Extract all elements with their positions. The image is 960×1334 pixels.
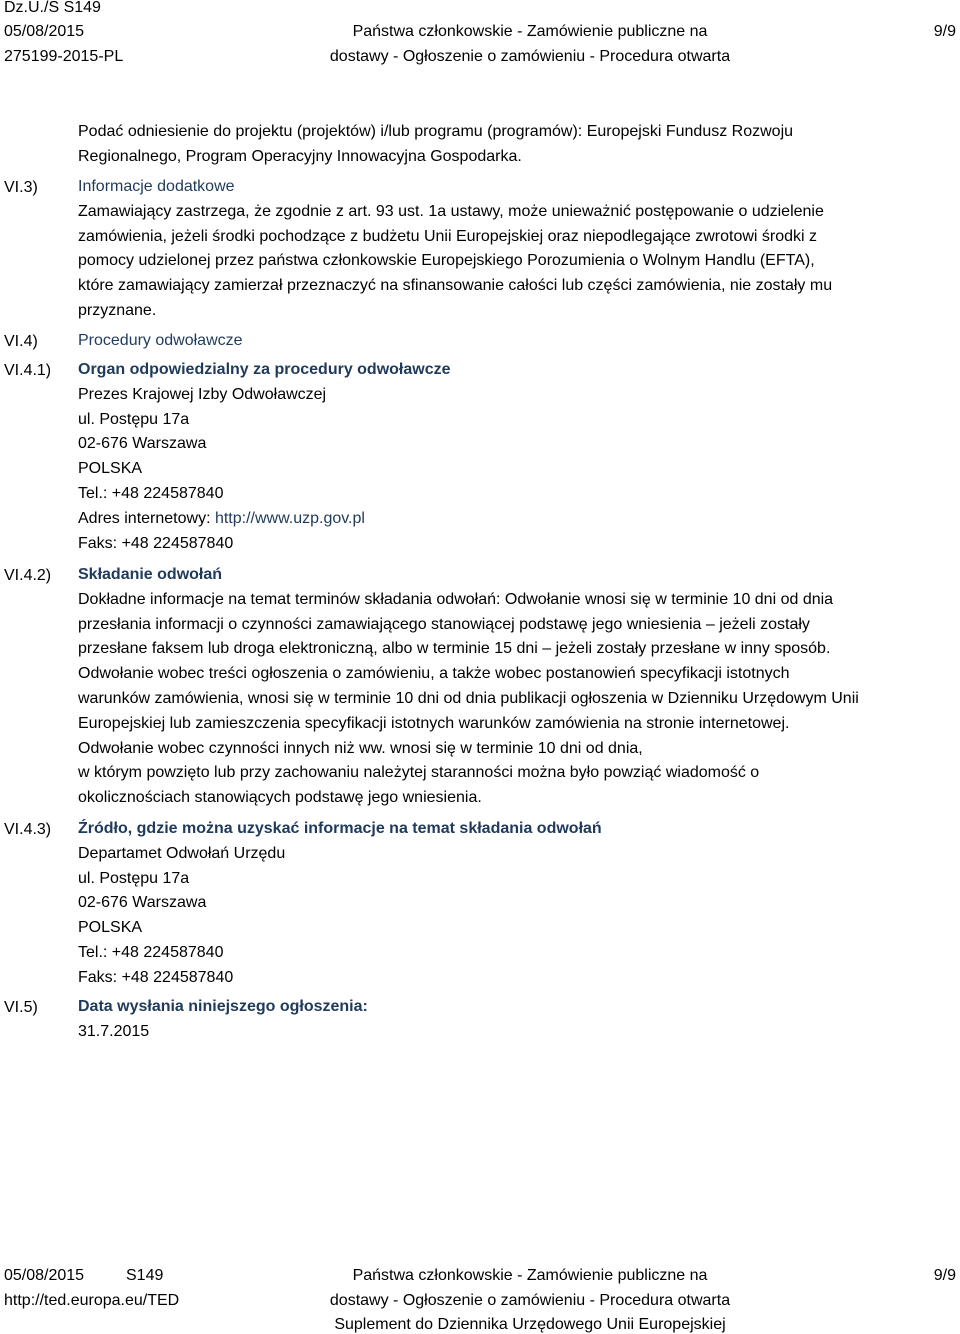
text-line: przesłania informacji o czynności zamawiającego stanowiącej podstawę jego wniesienia – jeżeli zostały: [78, 615, 810, 633]
fax: Faks: +48 224587840: [78, 968, 234, 986]
organisation-name: Departamet Odwołań Urzędu: [78, 844, 286, 862]
footer-issue: S149: [126, 1267, 164, 1284]
country: POLSKA: [78, 919, 143, 937]
street-address: ul. Postępu 17a: [78, 869, 190, 887]
text-line: pomocy udzielonej przez państwa członkowskie Europejskiego Porozumienia o Wolnym Handlu (EFTA),: [78, 252, 815, 270]
section-label-vi5: VI.5): [4, 999, 38, 1016]
section-heading: Źródło, gdzie można uzyskać informacje na temat składania odwołań: [78, 820, 602, 837]
section-heading: Organ odpowiedzialny za procedury odwoławcze: [78, 361, 451, 378]
section-label-vi42: VI.4.2): [4, 567, 52, 584]
text-line: Podać odniesienie do projektu (projektów) i/lub programu (programów): Europejski Fundusz Rozwoju: [78, 123, 794, 140]
section-heading: Data wysłania niniejszego ogłoszenia:: [78, 998, 368, 1015]
footer-date: 05/08/2015: [4, 1267, 85, 1284]
section-label-vi3: VI.3): [4, 179, 38, 196]
section-vi41: [78, 358, 948, 556]
city: 02-676 Warszawa: [78, 435, 207, 453]
city: 02-676 Warszawa: [78, 894, 207, 912]
text-line: przesłane faksem lub droga elektroniczną, albo w terminie 15 dni – jeżeli zostały przesłane w inny sposób.: [78, 640, 831, 658]
text-line: Odwołanie wobec czynności innych niż ww. wnosi się w terminie 10 dni od dnia,: [78, 739, 643, 757]
text-line: które zamawiający zamierzał przeznaczyć na sfinansowanie całości lub części zamówienia, nie zostały mu: [78, 277, 833, 295]
text-line: okolicznościach stanowiących podstawę jego wniesienia.: [78, 789, 482, 807]
header-date: 05/08/2015: [4, 23, 85, 40]
section-heading: Informacje dodatkowe: [78, 178, 235, 195]
text-line: Europejskiej lub zamieszczenia specyfikacji istotnych warunków zamówienia na stronie internetowej.: [78, 714, 790, 732]
text-line: przyznane.: [78, 301, 157, 319]
header-notice-number: 275199-2015-PL: [4, 48, 124, 65]
text-line: Dokładne informacje na temat terminów składania odwołań: Odwołanie wnosi się w terminie 10 dni od dnia: [78, 590, 834, 608]
project-reference: [78, 120, 948, 170]
header-title-line2: dostawy - Ogłoszenie o zamówieniu - Procedura otwarta: [329, 48, 731, 65]
text-line: w którym powzięto lub przy zachowaniu należytej staranności można było powziąć wiadomość o: [78, 764, 760, 782]
text-line: warunków zamówienia, wnosi się w terminie 10 dni od dnia publikacji ogłoszenia w Dzienniku Urzędowym Unii: [78, 689, 859, 707]
fax: Faks: +48 224587840: [78, 534, 234, 552]
footer-title-line1: Państwa członkowskie - Zamówienie publiczne na: [352, 1267, 708, 1284]
text-line: Zamawiający zastrzega, że zgodnie z art. 93 ust. 1a ustawy, może unieważnić postępowanie o udzielenie: [78, 202, 824, 220]
footer-supplement: Suplement do Dziennika Urzędowego Unii Europejskiej: [334, 1316, 726, 1333]
header-title-line1: Państwa członkowskie - Zamówienie publiczne na: [352, 23, 708, 40]
footer-page-number: 9/9: [933, 1267, 956, 1284]
street-address: ul. Postępu 17a: [78, 410, 190, 428]
dispatch-date: 31.7.2015: [78, 1022, 150, 1040]
text-line: Regionalnego, Program Operacyjny Innowacyjna Gospodarka.: [78, 147, 522, 165]
section-label-vi4: VI.4): [4, 333, 38, 350]
phone: Tel.: +48 224587840: [78, 943, 224, 961]
section-vi43: [78, 817, 948, 991]
text-line: zamówienia, jeżeli środki pochodzące z budżetu Unii Europejskiej oraz niepodlegające zwrotowi środki z: [78, 227, 818, 245]
text-line: Odwołanie wobec treści ogłoszenia o zamówieniu, a także wobec postanowień specyfikacji istotnych: [78, 665, 790, 683]
header-page-number: 9/9: [933, 23, 956, 40]
section-vi3: [78, 175, 948, 324]
section-heading: Składanie odwołań: [78, 566, 223, 583]
phone: Tel.: +48 224587840: [78, 484, 224, 502]
organisation-name: Prezes Krajowej Izby Odwoławczej: [78, 385, 327, 403]
website-label: Adres internetowy:: [78, 509, 215, 527]
section-vi4: [78, 329, 948, 354]
website-row: [78, 507, 948, 532]
header-journal-ref: Dz.U./S S149: [4, 0, 101, 16]
website-link[interactable]: http://www.uzp.gov.pl: [214, 509, 365, 527]
footer-url[interactable]: http://ted.europa.eu/TED: [4, 1292, 180, 1309]
country: POLSKA: [78, 460, 143, 478]
section-vi42: [78, 563, 948, 811]
section-label-vi43: VI.4.3): [4, 821, 52, 838]
footer-title-line2: dostawy - Ogłoszenie o zamówieniu - Procedura otwarta: [329, 1292, 731, 1309]
section-heading: Procedury odwoławcze: [78, 332, 243, 349]
section-vi5: [78, 995, 948, 1045]
section-label-vi41: VI.4.1): [4, 362, 52, 379]
